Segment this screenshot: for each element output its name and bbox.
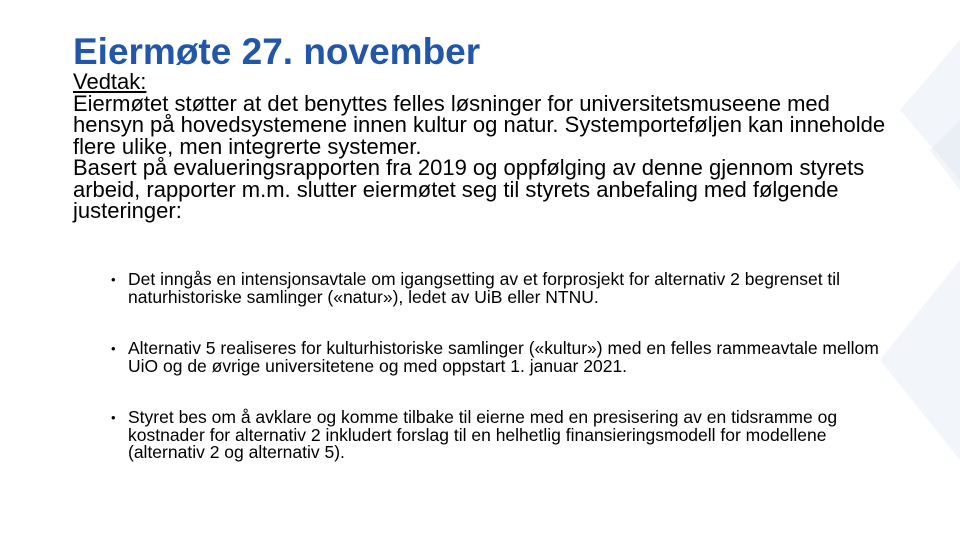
list-item — [108, 409, 898, 462]
list-item-text: Alternativ 5 realiseres for kulturhistoriske samlinger («kultur») med en felles rammeavtale mellom UiO og de øvrige universitetene og med oppstart 1. januar 2021. — [128, 338, 879, 376]
bullet-icon: • — [111, 272, 116, 287]
bullet-icon: • — [111, 410, 116, 425]
paragraph-decision: Eiermøtet støtter at det benyttes felles løsninger for universitetsmuseene med hensyn på hovedsystemene innen kultur og natur. Systemporteføljen kan inneholde flere ulike, men integrerte systemer. — [73, 90, 886, 159]
adjustments-list — [108, 271, 898, 462]
list-item-text: Styret bes om å avklare og komme tilbake til eierne med en presisering av en tidsramme og kostnader for alternativ 2 inkludert forslag til en helhetlig finansieringsmodell for modellene (alternativ 2 og alternativ 5). — [128, 407, 838, 462]
paragraph-basis: Basert på evalueringsrapporten fra 2019 og oppfølging av denne gjennom styrets arbeid, rapporter m.m. slutter eiermøtet seg til styrets anbefaling med følgende justeringer: — [73, 155, 865, 223]
vedtak-label: Vedtak: — [73, 69, 147, 94]
list-item — [108, 340, 898, 375]
list-item — [108, 271, 898, 306]
list-item-text: Det inngås en intensjonsavtale om igangsetting av et forprosjekt for alternativ 2 begrenset til naturhistoriske samlinger («natur»), ledet av UiB eller NTNU. — [128, 269, 841, 307]
slide-body — [73, 71, 893, 222]
bullet-icon: • — [111, 341, 116, 356]
slide-title: Eiermøte 27. november — [73, 31, 481, 72]
